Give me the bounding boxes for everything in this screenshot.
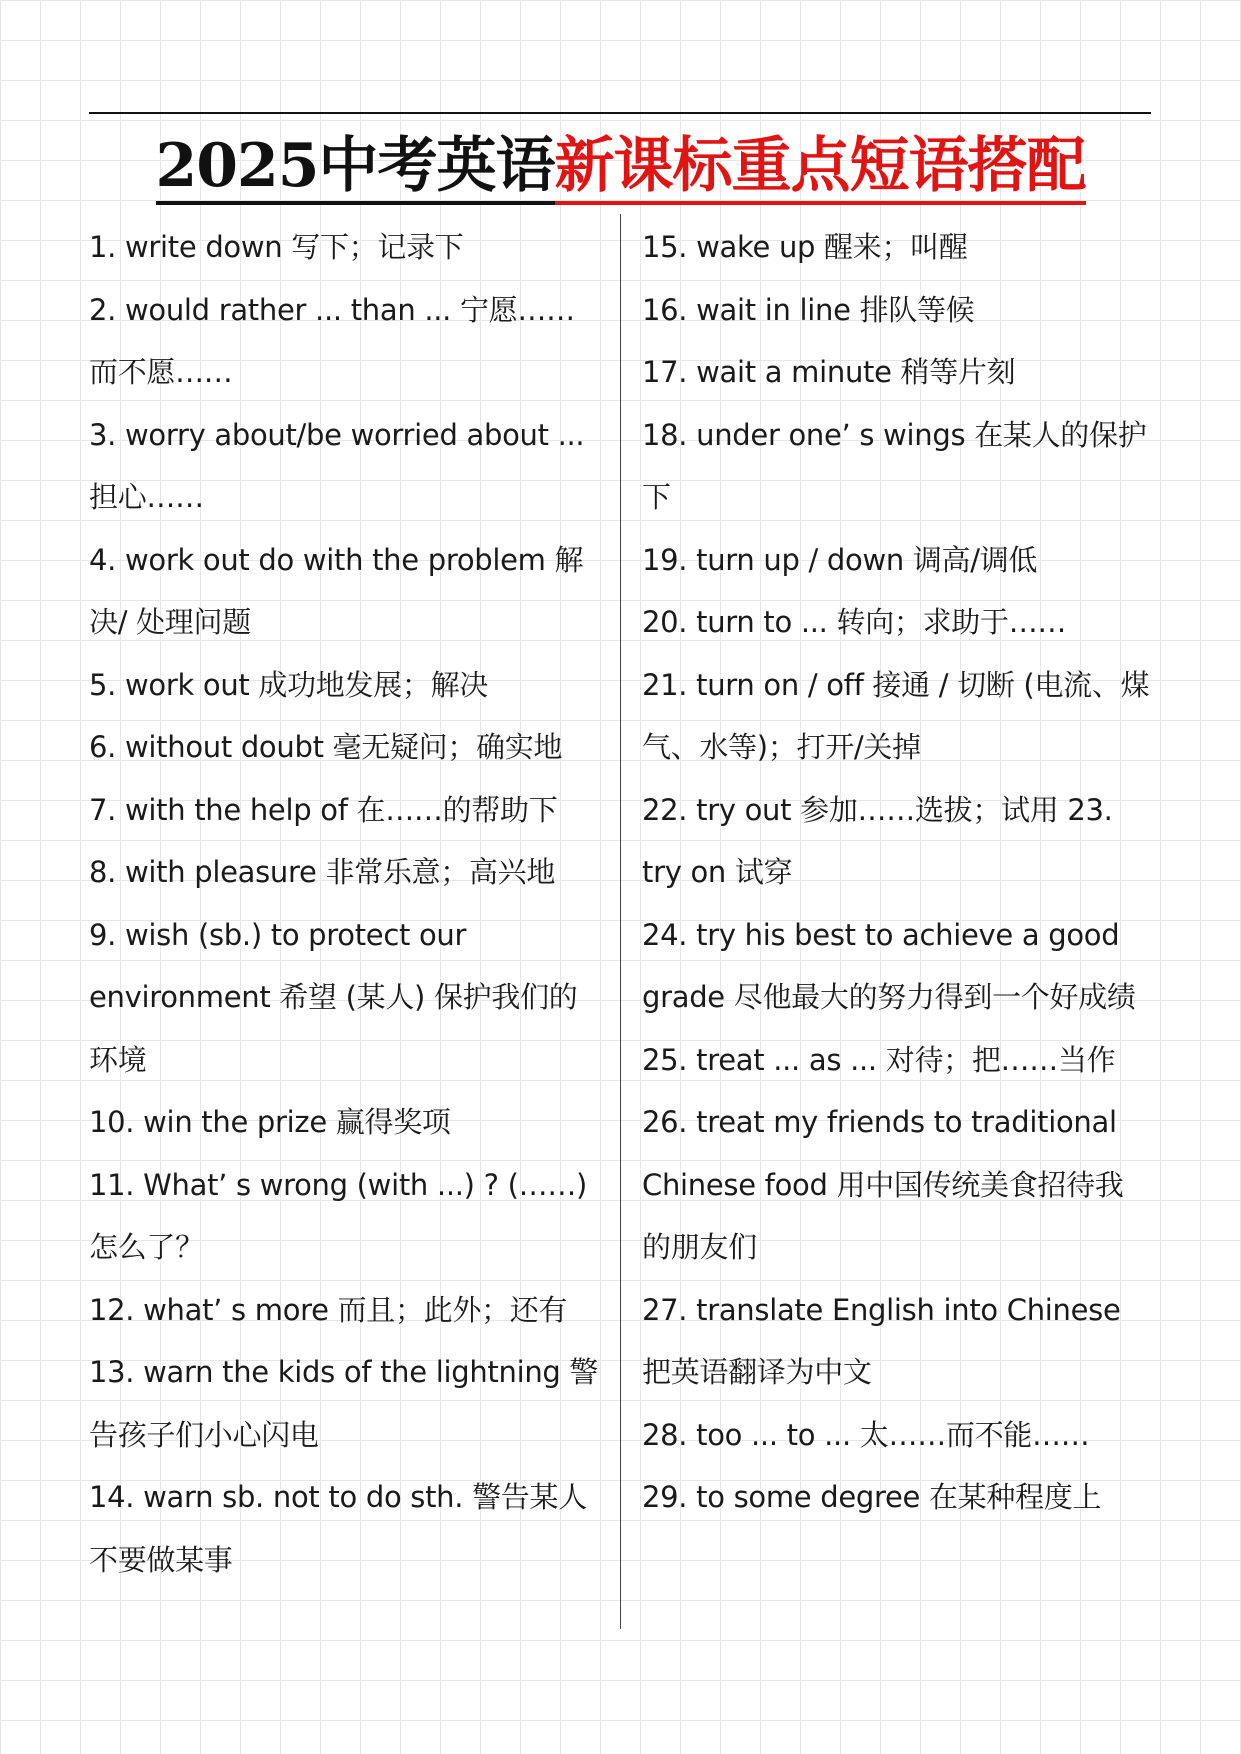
left-column-list: [89, 216, 599, 1591]
phrase-item: 7. with the help of 在……的帮助下: [89, 792, 558, 827]
phrase-item: 12. what’ s more 而且；此外；还有: [89, 1292, 568, 1327]
phrase-item: 6. without doubt 毫无疑问；确实地: [89, 730, 563, 764]
phrase-item: 5. work out 成功地发展；解决: [89, 667, 488, 702]
phrase-item: 24. try his best to achieve a good grade 尽他最大的努力得到一个好成绩: [642, 917, 1136, 1014]
phrase-item: 28. too ... to ... 太……而不能……: [642, 1417, 1090, 1452]
phrase-item: 3. worry about/be worried about ... 担心……: [89, 417, 585, 514]
right-column-list: [642, 216, 1152, 1529]
column-divider: [620, 214, 621, 1629]
phrase-item: 16. wait in line 排队等候: [642, 292, 975, 327]
phrase-item: 25. treat ... as ... 对待；把……当作: [642, 1042, 1116, 1077]
phrase-item: 4. work out do with the problem 解决/ 处理问题: [89, 542, 584, 639]
top-rule: [89, 112, 1151, 114]
title-red-part: 新课标重点短语搭配: [555, 131, 1086, 205]
phrase-item: 13. warn the kids of the lightning 警告孩子们小心闪电: [89, 1355, 599, 1452]
phrase-item: 26. treat my friends to traditional Chinese food 用中国传统美食招待我的朋友们: [642, 1105, 1124, 1264]
phrase-item: 1. write down 写下；记录下: [89, 230, 464, 264]
phrase-item: 8. with pleasure 非常乐意；高兴地: [89, 855, 556, 889]
page-title: [0, 124, 1241, 208]
phrase-item: 22. try out 参加……选拔；试用 23. try on 试穿: [642, 792, 1113, 889]
phrase-item: 15. wake up 醒来；叫醒: [642, 230, 968, 264]
phrase-item: 18. under one’ s wings 在某人的保护下: [642, 417, 1147, 514]
title-black-part: 2025中考英语: [156, 131, 555, 205]
phrase-item: 20. turn to ... 转向；求助于……: [642, 605, 1067, 639]
phrase-item: 11. What’ s wrong (with ...) ? (……) 怎么了？: [89, 1167, 588, 1264]
phrase-item: 21. turn on / off 接通 / 切断 (电流、煤气、水等)；打开/关掉: [642, 667, 1150, 764]
phrase-item: 9. wish (sb.) to protect our environment 希望 (某人) 保护我们的环境: [89, 917, 578, 1077]
phrase-item: 19. turn up / down 调高/调低: [642, 542, 1038, 577]
phrase-item: 14. warn sb. not to do sth. 警告某人不要做某事: [89, 1480, 587, 1577]
phrase-item: 27. translate English into Chinese 把英语翻译为中文: [642, 1292, 1121, 1389]
phrase-item: 29. to some degree 在某种程度上: [642, 1480, 1102, 1514]
phrase-item: 17. wait a minute 稍等片刻: [642, 355, 1016, 389]
phrase-item: 2. would rather ... than ... 宁愿……而不愿……: [89, 292, 575, 389]
phrase-item: 10. win the prize 赢得奖项: [89, 1105, 451, 1139]
